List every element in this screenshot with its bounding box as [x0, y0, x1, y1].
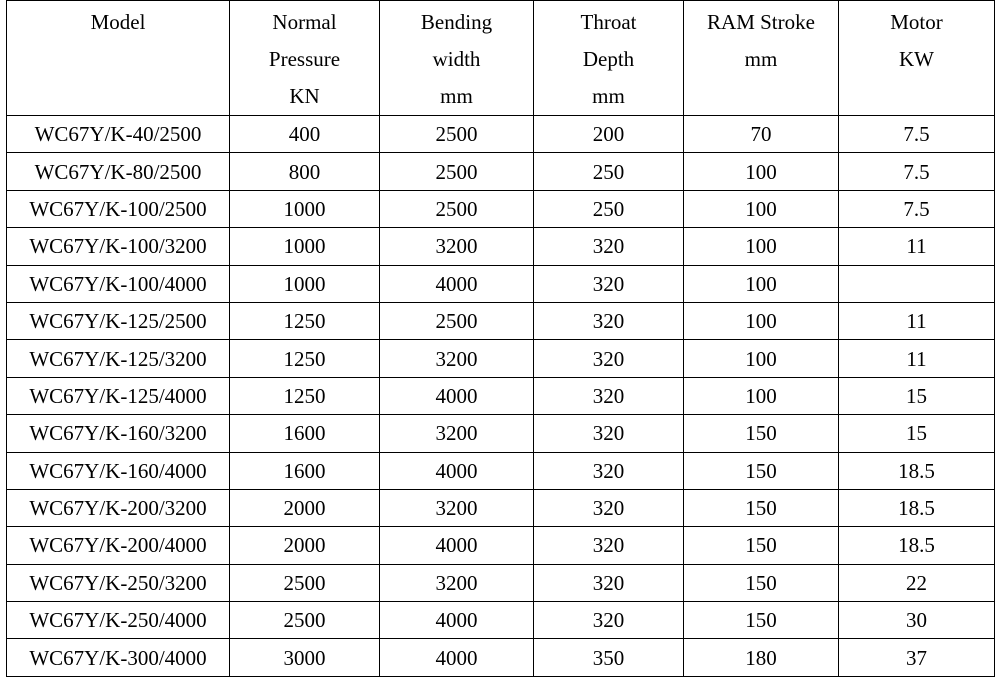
column-header-ram-line: RAM Stroke	[707, 10, 815, 34]
table-body	[7, 116, 995, 677]
cell-ram: 150	[684, 489, 839, 526]
cell-motor: 30	[839, 602, 995, 639]
cell-motor: 7.5	[839, 190, 995, 227]
cell-model: WC67Y/K-40/2500	[7, 116, 230, 153]
column-header-ram-line: mm	[744, 47, 778, 71]
cell-bending: 2500	[380, 302, 534, 339]
cell-bending: 4000	[380, 377, 534, 414]
table-row	[7, 489, 995, 526]
cell-model: WC67Y/K-300/4000	[7, 639, 230, 676]
cell-ram: 150	[684, 415, 839, 452]
table-row	[7, 340, 995, 377]
specification-table	[6, 0, 995, 677]
cell-model: WC67Y/K-100/3200	[7, 228, 230, 265]
column-header-throat-line: Throat	[580, 10, 637, 34]
column-header-throat-line: mm	[592, 84, 625, 108]
cell-throat: 250	[534, 153, 684, 190]
cell-bending: 4000	[380, 265, 534, 302]
cell-bending: 3200	[380, 489, 534, 526]
cell-bending: 2500	[380, 116, 534, 153]
column-header-bending-line: width	[432, 47, 481, 71]
cell-bending: 3200	[380, 340, 534, 377]
column-header-throat	[534, 1, 684, 116]
cell-bending: 4000	[380, 527, 534, 564]
cell-model: WC67Y/K-125/2500	[7, 302, 230, 339]
cell-ram: 100	[684, 190, 839, 227]
cell-pressure: 1250	[230, 302, 380, 339]
cell-bending: 3200	[380, 228, 534, 265]
table-row	[7, 564, 995, 601]
cell-motor: 15	[839, 415, 995, 452]
cell-model: WC67Y/K-200/4000	[7, 527, 230, 564]
column-header-model-line: Model	[90, 10, 146, 34]
cell-throat: 250	[534, 190, 684, 227]
cell-model: WC67Y/K-125/3200	[7, 340, 230, 377]
cell-motor: 11	[839, 228, 995, 265]
cell-ram: 100	[684, 265, 839, 302]
cell-ram: 150	[684, 602, 839, 639]
cell-bending: 4000	[380, 602, 534, 639]
cell-throat: 320	[534, 452, 684, 489]
cell-throat: 320	[534, 340, 684, 377]
column-header-motor-line: Motor	[890, 10, 943, 34]
cell-throat: 320	[534, 415, 684, 452]
cell-motor: 18.5	[839, 527, 995, 564]
cell-motor: 18.5	[839, 489, 995, 526]
cell-ram: 100	[684, 340, 839, 377]
cell-throat: 320	[534, 602, 684, 639]
table-row	[7, 116, 995, 153]
cell-model: WC67Y/K-100/2500	[7, 190, 230, 227]
column-header-pressure-line: Pressure	[268, 47, 341, 71]
cell-bending: 4000	[380, 452, 534, 489]
table-row	[7, 602, 995, 639]
column-header-throat-line: Depth	[582, 47, 635, 71]
column-header-model	[7, 1, 230, 116]
cell-motor: 15	[839, 377, 995, 414]
column-header-pressure-line: KN	[289, 84, 320, 108]
cell-motor: 11	[839, 340, 995, 377]
cell-model: WC67Y/K-125/4000	[7, 377, 230, 414]
cell-model: WC67Y/K-200/3200	[7, 489, 230, 526]
cell-model: WC67Y/K-250/3200	[7, 564, 230, 601]
cell-pressure: 1600	[230, 452, 380, 489]
cell-motor	[839, 265, 995, 302]
cell-model: WC67Y/K-250/4000	[7, 602, 230, 639]
table-header	[7, 1, 995, 116]
cell-motor: 7.5	[839, 153, 995, 190]
cell-ram: 100	[684, 302, 839, 339]
cell-ram: 70	[684, 116, 839, 153]
table-row	[7, 639, 995, 676]
cell-ram: 100	[684, 377, 839, 414]
column-header-bending-line: mm	[440, 84, 473, 108]
cell-bending: 2500	[380, 153, 534, 190]
cell-pressure: 2500	[230, 602, 380, 639]
cell-bending: 2500	[380, 190, 534, 227]
cell-ram: 150	[684, 452, 839, 489]
cell-throat: 320	[534, 489, 684, 526]
column-header-pressure-line: Normal	[272, 10, 337, 34]
cell-pressure: 400	[230, 116, 380, 153]
cell-ram: 180	[684, 639, 839, 676]
cell-model: WC67Y/K-160/3200	[7, 415, 230, 452]
cell-pressure: 1600	[230, 415, 380, 452]
column-header-pressure	[230, 1, 380, 116]
column-header-motor-line: KW	[899, 47, 934, 71]
cell-pressure: 1000	[230, 265, 380, 302]
cell-throat: 320	[534, 527, 684, 564]
cell-throat: 320	[534, 564, 684, 601]
cell-model: WC67Y/K-160/4000	[7, 452, 230, 489]
cell-throat: 320	[534, 228, 684, 265]
cell-bending: 3200	[380, 415, 534, 452]
table-row	[7, 228, 995, 265]
cell-pressure: 2500	[230, 564, 380, 601]
column-header-motor	[839, 1, 995, 116]
cell-pressure: 2000	[230, 527, 380, 564]
cell-bending: 3200	[380, 564, 534, 601]
cell-motor: 22	[839, 564, 995, 601]
cell-ram: 150	[684, 527, 839, 564]
cell-pressure: 1000	[230, 228, 380, 265]
cell-bending: 4000	[380, 639, 534, 676]
cell-model: WC67Y/K-80/2500	[7, 153, 230, 190]
table-row	[7, 527, 995, 564]
cell-pressure: 800	[230, 153, 380, 190]
cell-throat: 200	[534, 116, 684, 153]
header-row	[7, 1, 995, 116]
cell-pressure: 1000	[230, 190, 380, 227]
column-header-bending-line: Bending	[420, 10, 493, 34]
cell-pressure: 3000	[230, 639, 380, 676]
cell-throat: 320	[534, 302, 684, 339]
cell-throat: 320	[534, 377, 684, 414]
table-row	[7, 265, 995, 302]
cell-pressure: 1250	[230, 340, 380, 377]
table-row	[7, 190, 995, 227]
table-row	[7, 415, 995, 452]
table-row	[7, 377, 995, 414]
cell-motor: 37	[839, 639, 995, 676]
table-row	[7, 302, 995, 339]
cell-pressure: 1250	[230, 377, 380, 414]
cell-model: WC67Y/K-100/4000	[7, 265, 230, 302]
cell-throat: 320	[534, 265, 684, 302]
cell-motor: 11	[839, 302, 995, 339]
cell-motor: 18.5	[839, 452, 995, 489]
cell-ram: 100	[684, 153, 839, 190]
cell-throat: 350	[534, 639, 684, 676]
table-row	[7, 452, 995, 489]
cell-pressure: 2000	[230, 489, 380, 526]
cell-ram: 100	[684, 228, 839, 265]
cell-motor: 7.5	[839, 116, 995, 153]
cell-ram: 150	[684, 564, 839, 601]
column-header-ram	[684, 1, 839, 116]
column-header-bending	[380, 1, 534, 116]
table-row	[7, 153, 995, 190]
